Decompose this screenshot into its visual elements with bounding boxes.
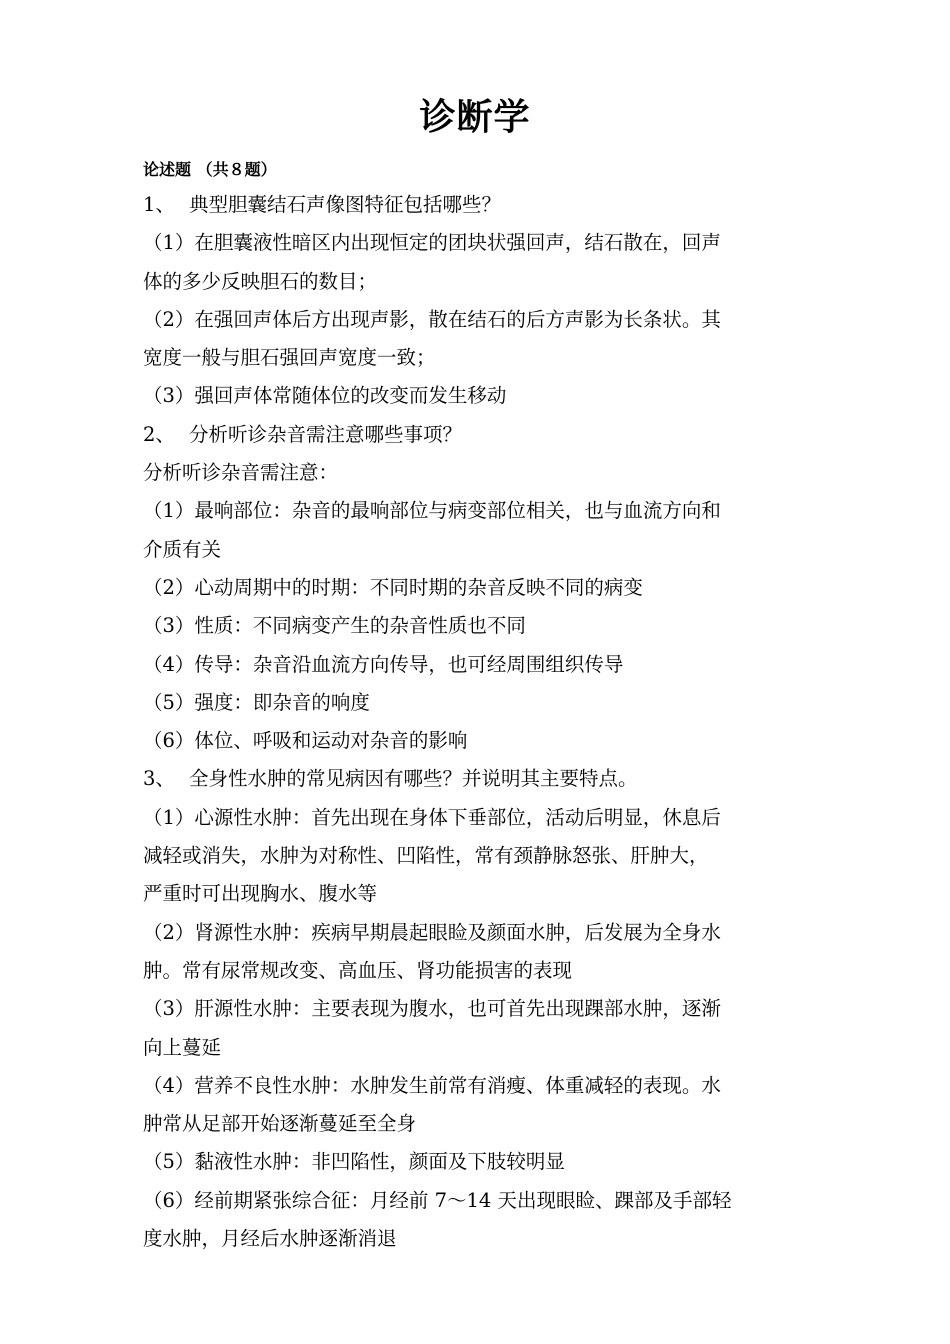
question-line [143,186,807,224]
answer-line: 度水肿，月经后水肿逐渐消退 [143,1227,397,1251]
answer-line: （3）性质：不同病变产生的杂音性质也不同 [143,614,526,638]
answer-line: 介质有关 [143,537,222,561]
answer-line: （1）在胆囊液性暗区内出现恒定的团块状强回声，结石散在，回声 [143,231,721,255]
answer-line: 肿常从足部开始逐渐蔓延至全身 [143,1112,417,1136]
answer-line: （1）心源性水肿：首先出现在身体下垂部位，活动后明显，休息后 [143,805,721,829]
answer-line: 宽度一般与胆石强回声宽度一致； [143,346,436,370]
answer-line: 减轻或消失，水肿为对称性、凹陷性，常有颈静脉怒张、肝肿大， [143,844,709,868]
question-text: 典型胆囊结石声像图特征包括哪些？ [189,193,502,216]
answer-line: 分析听诊杂音需注意： [143,461,339,485]
question-number: 3、 [143,767,175,791]
answer-line: （3）肝源性水肿：主要表现为腹水，也可首先出现踝部水肿，逐渐 [143,997,721,1021]
answer-line: （6）经前期紧张综合征：月经前 7～14 天出现眼睑、踝部及手部轻 [143,1188,732,1212]
answer-line: （2）在强回声体后方出现声影，散在结石的后方声影为长条状。其 [143,307,721,331]
answer-line: 体的多少反映胆石的数目； [143,269,378,293]
question-line [143,416,807,454]
answer-line: （2）心动周期中的时期：不同时期的杂音反映不同的病变 [143,575,643,599]
answer-line: （4）营养不良性水肿：水肿发生前常有消瘦、体重减轻的表现。水 [143,1073,721,1097]
question-number: 2、 [143,422,175,446]
answer-line: （2）肾源性水肿：疾病早期晨起眼睑及颜面水肿，后发展为全身水 [143,920,721,944]
answer-line: 肿。常有尿常规改变、高血压、肾功能损害的表现 [143,958,573,982]
question-text: 全身性水肿的常见病因有哪些？并说明其主要特点。 [189,767,638,791]
section-heading: 论述题 （共８题） [143,160,277,179]
document-body [143,186,807,1258]
answer-line: （3）强回声体常随体位的改变而发生移动 [143,384,507,408]
document-title: 诊断学 [419,97,531,138]
answer-line: 向上蔓延 [143,1035,222,1059]
answer-line: （4）传导：杂音沿血流方向传导，也可经周围组织传导 [143,652,624,676]
answer-line: （6）体位、呼吸和运动对杂音的影响 [143,729,468,753]
answer-line: （1）最响部位：杂音的最响部位与病变部位相关，也与血流方向和 [143,499,721,523]
answer-line: 严重时可出现胸水、腹水等 [143,882,378,906]
question-text: 分析听诊杂音需注意哪些事项？ [189,422,463,446]
question-line [143,760,807,798]
question-number: 1、 [143,193,175,216]
answer-line: （5）强度：即杂音的响度 [143,690,370,714]
answer-line: （5）黏液性水肿：非凹陷性，颜面及下肢较明显 [143,1150,565,1174]
